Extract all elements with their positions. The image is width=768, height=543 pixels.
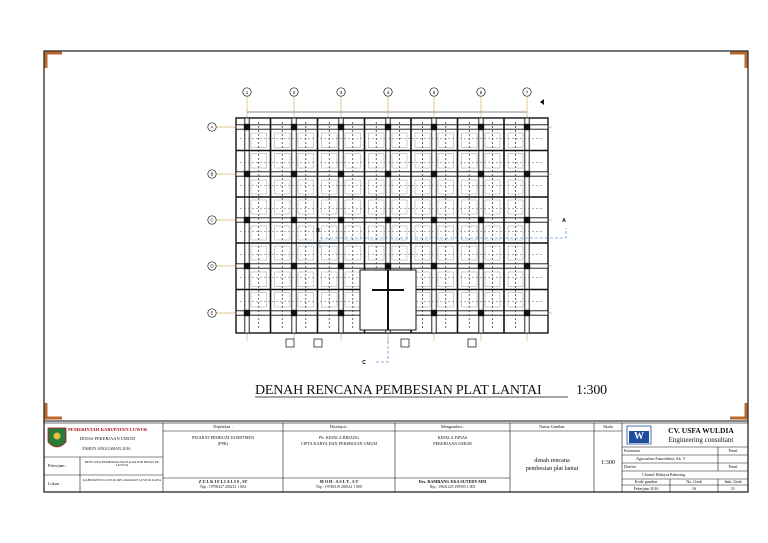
column [385,263,391,269]
column [385,217,391,223]
section-label: B [316,228,320,234]
pile-cap [286,339,294,347]
slab-panel [462,246,478,260]
column [244,263,250,269]
work-label: Pekerjaan : [48,463,67,468]
column [244,310,250,316]
section-line-c [376,338,388,362]
checked-role: PEJABAT PEMBUAT KOMITMEN [192,435,254,440]
column [291,217,297,223]
number-value: 16 [692,486,696,491]
drafter-name: Chairul Hidayat Bakering [642,472,686,477]
column [478,263,484,269]
corner-brackets [46,53,746,418]
column [244,171,250,177]
column [431,217,437,223]
column [524,217,530,223]
column [244,124,250,130]
code-header: Kode gambar [634,479,658,484]
location-value: KABUPATEN LUWUK KECAMATAN LUWUK KOTA [82,478,162,482]
pile-cap [468,339,476,347]
column [291,310,297,316]
beam-horizontal [236,218,548,222]
column [431,124,437,130]
drawing-scale: 1:300 [576,383,607,398]
checked-header: Diperiksa : [213,424,233,429]
grid-label-col: 2 [292,90,296,95]
slab-panel [322,226,338,240]
drawn-nip: Nip : 19740319 200312 1 008 [316,485,362,489]
column [338,310,344,316]
sheet-name-value1: denah rencana [534,457,570,464]
slab-panel [322,246,338,260]
slab-panel [392,246,407,260]
column [478,217,484,223]
approved-header: Mengetahui : [440,424,465,429]
column [431,171,437,177]
consultant-subtitle: Engineering consultant [668,436,734,444]
slab-panel [275,246,291,260]
pile-cap [401,339,409,347]
slab-panel [508,246,523,260]
beam-horizontal [236,172,548,176]
column [478,124,484,130]
beam-horizontal [236,264,548,268]
sheet-name-header: Nama Gambar [539,424,565,429]
approved-role2: PEKERJAAN UMUM [433,441,472,446]
approved-name: Drs. RAMBANG EKA SUTEDY MM [418,479,487,484]
drawn-role: Plt. KEPALA BIDANG [319,435,359,440]
drawn-role2: CIPTA KARYA DAN PEKERJAAN UMUM [300,441,378,446]
column [291,124,297,130]
pile-cap [314,339,322,347]
drafter-paraf: Paraf [728,464,738,469]
approved-nip: Nip : 19641225 199503 1 003 [429,485,476,489]
slab-panel [485,246,500,260]
owner-department: DINAS PEKERJAAN UMUM [80,436,135,441]
government-emblem [48,428,66,447]
sheet-name-value2: pembesian plat lantai [525,465,579,472]
scale-value: 1:300 [600,459,616,466]
grid-label-row: E [210,310,214,316]
drawing-title-text: DENAH RENCANA PEMBESIAN PLAT LANTAI [255,383,542,398]
section-label: A [562,218,566,224]
location-label: Lokasi : [48,481,62,486]
grid-label-row: D [210,263,214,269]
slab-panel [298,226,314,240]
slab-panel [298,246,314,260]
column [338,217,344,223]
column [478,310,484,316]
column [524,310,530,316]
column [385,124,391,130]
slab-panel [438,246,454,260]
column [524,124,530,130]
checked-nip: Nip : 19790327 200212 1 004 [200,485,246,489]
count-header: Jmh. Gmb [724,479,742,484]
section-label: C [362,360,366,366]
drafter-label: Drafter [624,464,637,469]
drawn-name: M O H - A S L Y , S T [319,479,359,484]
scale-header: Skala [603,424,613,429]
owner-year: TAHUN ANGGARAN 2016 [82,446,131,451]
grid-label-col: 4 [386,90,390,95]
slab-panel [345,246,361,260]
grid-label-col: 6 [479,90,483,95]
floor-plan [208,88,566,366]
grid-label-col: 5 [432,90,436,95]
estimator-label: Estimator [624,448,641,453]
slab-panel [275,226,291,240]
column [244,217,250,223]
consultant-name: CV. USFA WULDIA [668,426,734,435]
estimator-paraf: Paraf [728,448,738,453]
beam-horizontal [236,125,548,129]
column [524,171,530,177]
column [338,263,344,269]
owner-agency: PEMERINTAH KABUPATEN LUWUK [68,427,148,432]
checked-role2: (PPK) [217,441,229,446]
drawn-header: Disetujui : [329,424,349,429]
column [431,263,437,269]
column [338,124,344,130]
slab-panel [415,246,430,260]
grid-label-col: 7 [525,90,529,95]
grid-label-col: 1 [245,90,249,95]
column [524,263,530,269]
slab-panel [251,246,267,260]
approved-role: KEPALA DINAS [437,435,468,440]
grid-label-row: A [210,124,214,130]
drawing-title [255,383,607,399]
count-value: 31 [731,486,735,491]
slab-panel [392,226,407,240]
slab-panel [251,226,267,240]
consultant-logo-letter: W [634,431,644,442]
column [338,171,344,177]
checked-name: Z U L K I F L I A L I S , ST [198,479,248,484]
column [431,310,437,316]
column [385,171,391,177]
grid-label-row: B [210,171,214,177]
column [478,171,484,177]
number-header: No. Gmb [686,479,702,484]
slab-panel [369,246,385,260]
grid-label-row: C [210,217,214,223]
column [291,263,297,269]
slab-panel [462,226,478,240]
work-value: RENCANA PEMBANGUNAN KANTOR DINAS PU LUWUK [84,460,160,468]
grid-label-col: 3 [339,90,343,95]
estimator-name: Agussalim Amroddani, Ak. T [636,456,686,461]
code-value: Pekerjaan 2016 [633,486,659,491]
north-arrow-icon [540,99,544,105]
column [291,171,297,177]
